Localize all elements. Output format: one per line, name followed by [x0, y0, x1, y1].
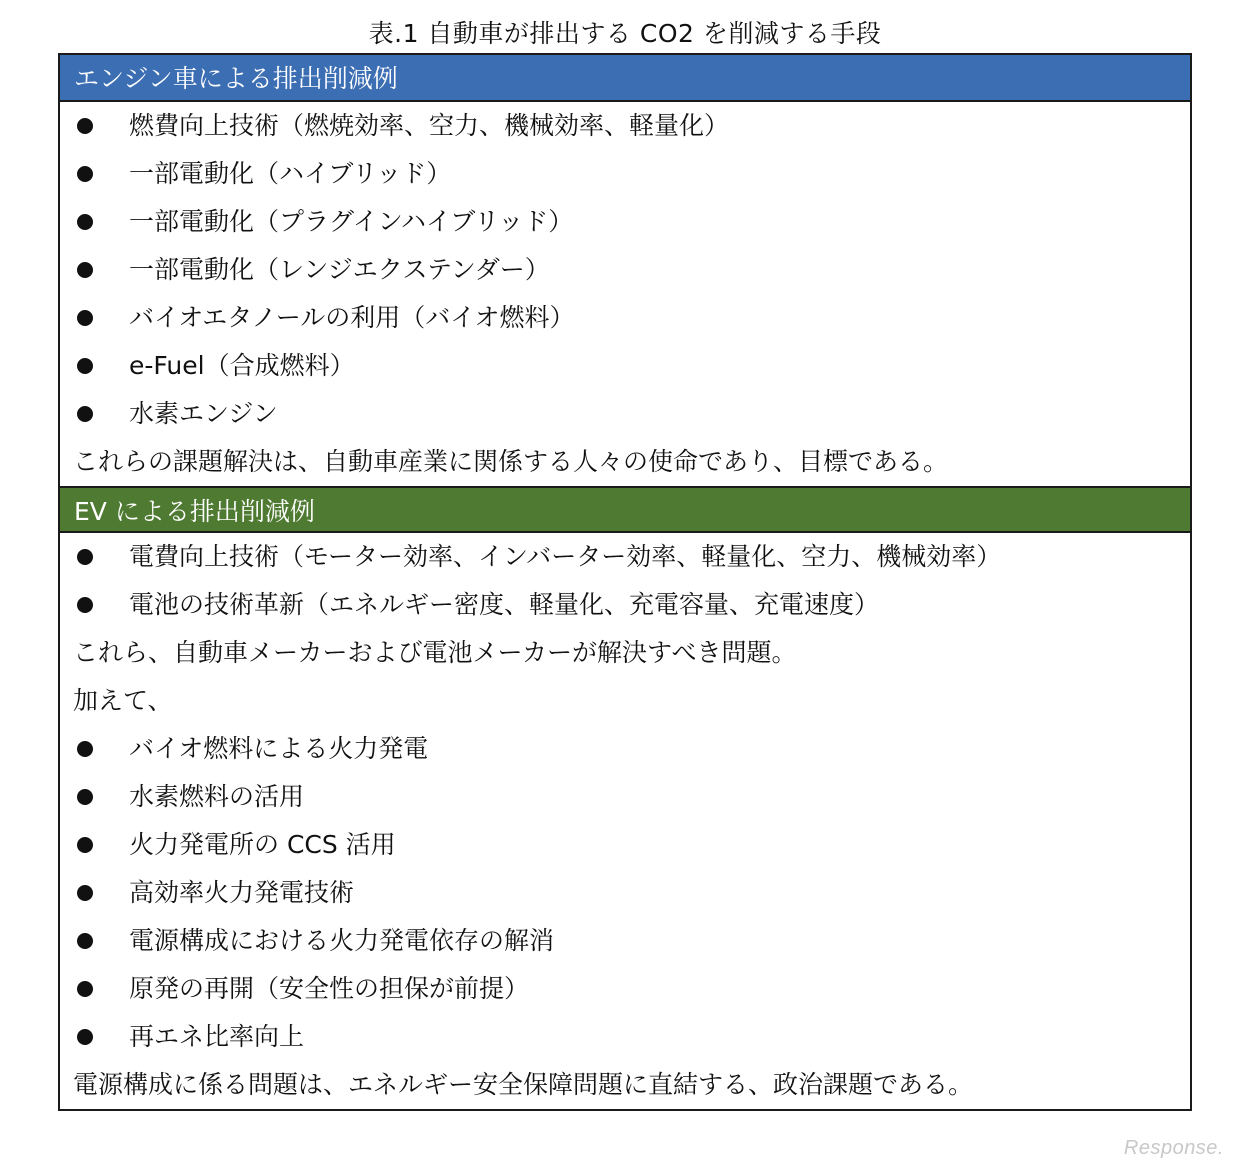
list-item-text: 電池の技術革新（エネルギー密度、軽量化、充電容量、充電速度）: [129, 590, 880, 619]
engine-section-header: エンジン車による排出削減例: [60, 55, 1190, 102]
list-item: [60, 150, 1190, 198]
bullet-icon: [77, 741, 93, 757]
list-item-text: バイオエタノールの利用（バイオ燃料）: [129, 303, 575, 332]
list-item-text: 電源構成における火力発電依存の解消: [129, 926, 555, 955]
ev-section-header: EV による排出削減例: [60, 486, 1190, 533]
bullet-icon: [77, 358, 93, 374]
list-item-text: 水素エンジン: [129, 399, 278, 428]
bullet-icon: [77, 214, 93, 230]
bullet-icon: [77, 1029, 93, 1045]
list-item: [60, 198, 1190, 246]
list-item-text: 高効率火力発電技術: [129, 878, 355, 907]
list-item: [60, 294, 1190, 342]
measures-table: [58, 53, 1192, 1111]
list-item-text: 一部電動化（レンジエクステンダー）: [129, 255, 550, 284]
list-item: [60, 821, 1190, 869]
list-item-text: 電費向上技術（モーター効率、インバーター効率、軽量化、空力、機械効率）: [129, 542, 1002, 571]
bullet-icon: [77, 262, 93, 278]
bullet-icon: [77, 549, 93, 565]
bullet-icon: [77, 118, 93, 134]
list-item: [60, 533, 1190, 581]
ev-note: 電源構成に係る問題は、エネルギー安全保障問題に直結する、政治課題である。: [73, 1070, 974, 1099]
table-caption: 表.1 自動車が排出する CO2 を削減する手段: [368, 19, 882, 48]
list-item-text: 一部電動化（プラグインハイブリッド）: [129, 207, 574, 236]
list-item-text: 原発の再開（安全性の担保が前提）: [129, 974, 530, 1003]
list-item-text: 再エネ比率向上: [129, 1022, 305, 1051]
list-item: [60, 917, 1190, 965]
list-item: [60, 725, 1190, 773]
bullet-icon: [77, 166, 93, 182]
list-item: [60, 581, 1190, 629]
bullet-icon: [77, 885, 93, 901]
bullet-icon: [77, 789, 93, 805]
list-item-text: 水素燃料の活用: [129, 782, 305, 811]
list-item-text: e-Fuel（合成燃料）: [129, 351, 355, 380]
list-item: [60, 102, 1190, 150]
list-item: [60, 773, 1190, 821]
list-item-text: 燃費向上技術（燃焼効率、空力、機械効率、軽量化）: [129, 111, 730, 140]
list-item-text: 一部電動化（ハイブリッド）: [129, 159, 452, 188]
engine-note: これらの課題解決は、自動車産業に関係する人々の使命であり、目標である。: [73, 447, 949, 476]
list-item: [60, 390, 1190, 438]
ev-note: 加えて、: [73, 686, 173, 715]
list-item-text: 火力発電所の CCS 活用: [129, 830, 396, 859]
watermark-logo: Response.: [1123, 1137, 1224, 1159]
bullet-icon: [77, 597, 93, 613]
list-item: [60, 869, 1190, 917]
list-item: [60, 246, 1190, 294]
bullet-icon: [77, 310, 93, 326]
bullet-icon: [77, 981, 93, 997]
list-item: [60, 342, 1190, 390]
ev-note: これら、自動車メーカーおよび電池メーカーが解決すべき問題。: [73, 638, 797, 667]
list-item-text: バイオ燃料による火力発電: [129, 734, 429, 763]
list-item: [60, 1013, 1190, 1061]
bullet-icon: [77, 837, 93, 853]
bullet-icon: [77, 933, 93, 949]
list-item: [60, 965, 1190, 1013]
bullet-icon: [77, 406, 93, 422]
